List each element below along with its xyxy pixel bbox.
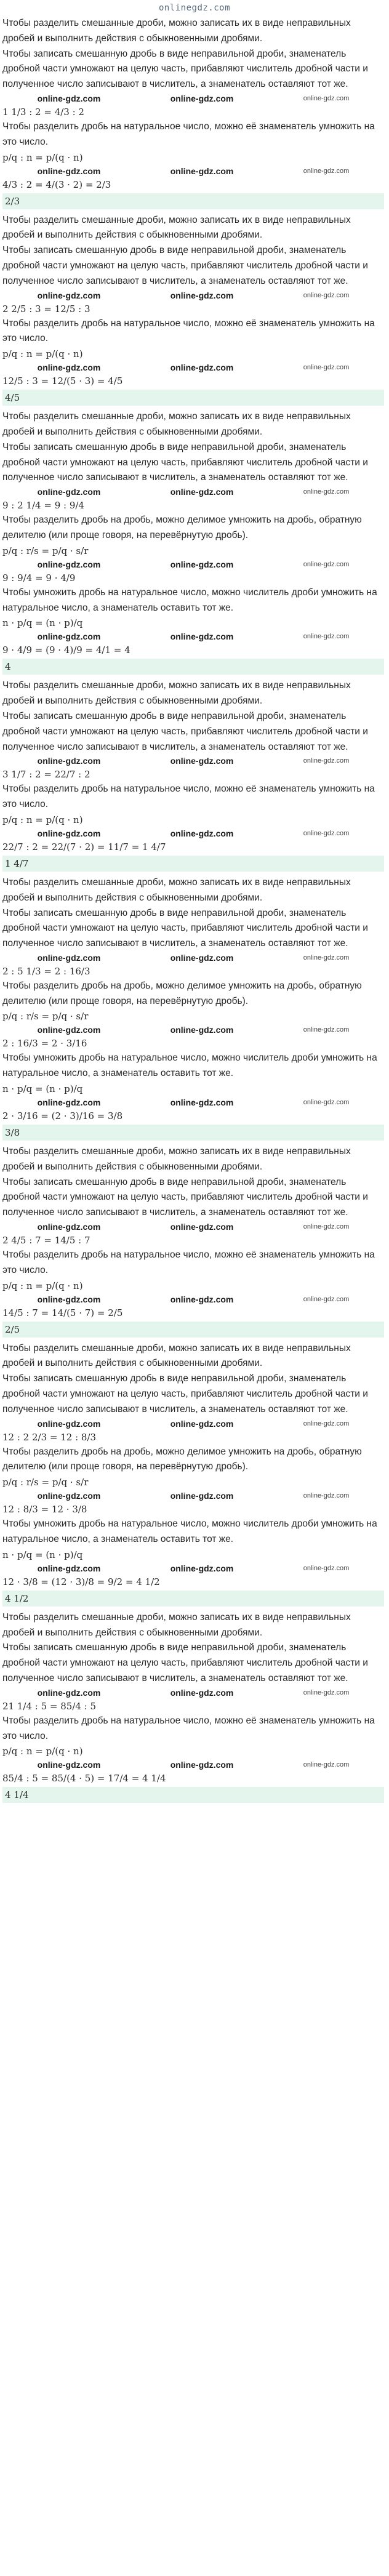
solution-block	[2, 1610, 384, 1804]
watermark: online-gdz.com	[170, 1687, 234, 1698]
watermark: online-gdz.com	[303, 757, 350, 765]
rule-formula: p/q : r/s = p/q · s/r	[2, 1477, 89, 1488]
mixed-to-improper-text: Чтобы записать смешанную дробь в виде неправильной дроби, знаменатель дробной части умножают на целую часть, прибавляют числитель дробной части и полученное число записывают в числитель, а знаменатель оставляют тот же.	[2, 1373, 368, 1414]
rule-formula: p/q : n = p/(q · n)	[2, 814, 83, 825]
mixed-to-improper-text: Чтобы записать смешанную дробь в виде неправильной дроби, знаменатель дробной части умножают на целую часть, прибавляют числитель дробной части и полученное число записывают в числитель, а знаменатель оставляют тот же.	[2, 48, 368, 90]
rule-formula: p/q : n = p/(q · n)	[2, 151, 83, 163]
intro-text: Чтобы разделить смешанные дроби, можно записать их в виде неправильных дробей и выполнить действия с обыкновенными дробями.	[2, 877, 351, 903]
division-rule-text: Чтобы разделить дробь на натуральное число, можно её знаменатель умножить на это число.	[2, 318, 375, 344]
watermark: online-gdz.com	[170, 1222, 234, 1232]
watermark: online-gdz.com	[303, 1295, 350, 1303]
watermark: online-gdz.com	[37, 1418, 101, 1429]
watermark: online-gdz.com	[303, 1419, 350, 1427]
watermark: online-gdz.com	[170, 1294, 234, 1304]
solution-block	[2, 1341, 384, 1607]
watermark-row	[2, 362, 384, 373]
watermark: online-gdz.com	[170, 1418, 234, 1429]
watermark: online-gdz.com	[37, 1294, 101, 1304]
division-formula: 12/5 : 3 = 12/(5 · 3) = 4/5	[2, 375, 123, 387]
watermark-row	[2, 1221, 384, 1232]
answer-result: 4	[2, 659, 384, 675]
watermark: online-gdz.com	[37, 632, 101, 642]
solution-block	[2, 409, 384, 675]
division-rule-text: Чтобы разделить дробь на дробь, можно делимое умножить на дробь, обратную делителю (или проще говоря, на перевёрнутую дробь).	[2, 1446, 362, 1472]
watermark: online-gdz.com	[37, 166, 101, 176]
rule-formula: p/q : r/s = p/q · s/r	[2, 1011, 89, 1022]
watermark: online-gdz.com	[37, 1687, 101, 1698]
rule-formula: p/q : n = p/(q · n)	[2, 1746, 83, 1757]
rule-formula: p/q : n = p/(q · n)	[2, 1280, 83, 1291]
watermark: online-gdz.com	[303, 167, 350, 175]
watermark: online-gdz.com	[37, 1491, 101, 1501]
conversion-formula: 12 : 2 2/3 = 12 : 8/3	[2, 1431, 97, 1443]
watermark: online-gdz.com	[303, 488, 350, 496]
watermark: online-gdz.com	[37, 756, 101, 766]
watermark-row	[2, 559, 384, 570]
watermark: online-gdz.com	[303, 829, 350, 837]
watermark-row	[2, 1687, 384, 1698]
watermark: online-gdz.com	[303, 633, 350, 641]
division-formula: 2 : 16/3 = 2 · 3/16	[2, 1038, 87, 1049]
watermark: online-gdz.com	[170, 952, 234, 963]
watermark: online-gdz.com	[170, 756, 234, 766]
watermark-row	[2, 486, 384, 497]
watermark: online-gdz.com	[170, 1760, 234, 1770]
watermark: online-gdz.com	[303, 1761, 350, 1769]
intro-text: Чтобы разделить смешанные дроби, можно записать их в виде неправильных дробей и выполнить действия с обыкновенными дробями.	[2, 18, 351, 44]
answer-result: 1 4/7	[2, 856, 384, 872]
watermark: online-gdz.com	[37, 363, 101, 373]
multiplication-formula: 12 · 3/8 = (12 · 3)/8 = 9/2 = 4 1/2	[2, 1576, 160, 1587]
rule-formula: p/q : n = p/(q · n)	[2, 348, 83, 360]
multiplication-formula: 9 · 4/9 = (9 · 4)/9 = 4/1 = 4	[2, 644, 130, 656]
conversion-formula: 9 : 2 1/4 = 9 : 9/4	[2, 500, 84, 512]
solution-block	[2, 1144, 384, 1338]
watermark-row	[2, 93, 384, 104]
intro-text: Чтобы разделить смешанные дроби, можно записать их в виде неправильных дробей и выполнить действия с обыкновенными дробями.	[2, 680, 351, 707]
multiplication-rule-formula: n · p/q = (n · p)/q	[2, 1083, 83, 1095]
answer-result: 4/5	[2, 390, 384, 406]
mixed-to-improper-text: Чтобы записать смешанную дробь в виде неправильной дроби, знаменатель дробной части умножают на целую часть, прибавляют числитель дробной части и полученное число записывают в числитель, а знаменатель оставляют тот же.	[2, 907, 368, 949]
watermark: online-gdz.com	[37, 559, 101, 569]
multiplication-rule-text: Чтобы умножить дробь на натуральное число, можно числитель дроби умножить на натуральное число, а знаменатель оставить тот же.	[2, 1519, 377, 1545]
watermark: online-gdz.com	[37, 1760, 101, 1770]
top-bar	[0, 0, 389, 16]
intro-text: Чтобы разделить смешанные дроби, можно записать их в виде неправильных дробей и выполнить действия с обыкновенными дробями.	[2, 411, 351, 437]
watermark: online-gdz.com	[303, 953, 350, 961]
intro-text: Чтобы разделить смешанные дроби, можно записать их в виде неправильных дробей и выполнить действия с обыкновенными дробями.	[2, 214, 351, 241]
division-formula: 12 : 8/3 = 12 · 3/8	[2, 1504, 87, 1515]
answer-result: 2/5	[2, 1322, 384, 1338]
watermark: online-gdz.com	[37, 1097, 101, 1108]
division-rule-text: Чтобы разделить дробь на натуральное число, можно её знаменатель умножить на это число.	[2, 784, 375, 810]
watermark-row	[2, 1294, 384, 1305]
division-formula: 85/4 : 5 = 85/(4 · 5) = 17/4 = 4 1/4	[2, 1773, 166, 1784]
watermark: online-gdz.com	[37, 1563, 101, 1573]
watermark-row	[2, 1418, 384, 1429]
conversion-formula: 3 1/7 : 2 = 22/7 : 2	[2, 769, 90, 780]
multiplication-rule-text: Чтобы умножить дробь на натуральное число, можно числитель дроби умножить на натуральное число, а знаменатель оставить тот же.	[2, 1053, 377, 1079]
watermark-row	[2, 828, 384, 839]
multiplication-rule-text: Чтобы умножить дробь на натуральное число, можно числитель дроби умножить на натуральное число, а знаменатель оставить тот же.	[2, 587, 377, 613]
watermark-row	[2, 1759, 384, 1770]
solution-block	[2, 213, 384, 406]
watermark: online-gdz.com	[170, 632, 234, 642]
answer-result: 3/8	[2, 1125, 384, 1141]
division-formula: 22/7 : 2 = 22/(7 · 2) = 11/7 = 1 4/7	[2, 841, 166, 853]
division-formula: 4/3 : 2 = 4/(3 · 2) = 2/3	[2, 179, 111, 190]
answer-result: 4 1/2	[2, 1591, 384, 1607]
watermark: online-gdz.com	[170, 828, 234, 838]
watermark: online-gdz.com	[303, 291, 350, 299]
watermark: online-gdz.com	[303, 1688, 350, 1696]
answer-result: 2/3	[2, 193, 384, 209]
mixed-to-improper-text: Чтобы записать смешанную дробь в виде неправильной дроби, знаменатель дробной части умножают на целую часть, прибавляют числитель дробной части и полученное число записывают в числитель, а знаменатель оставляют тот же.	[2, 1176, 368, 1218]
watermark: online-gdz.com	[170, 487, 234, 497]
division-rule-text: Чтобы разделить дробь на натуральное число, можно её знаменатель умножить на это число.	[2, 121, 375, 147]
conversion-formula: 1 1/3 : 2 = 4/3 : 2	[2, 106, 84, 118]
solution-block	[2, 678, 384, 872]
watermark: online-gdz.com	[170, 559, 234, 569]
watermark: online-gdz.com	[37, 487, 101, 497]
mixed-to-improper-text: Чтобы записать смешанную дробь в виде неправильной дроби, знаменатель дробной части умножают на целую часть, прибавляют числитель дробной части и полученное число записывают в числитель, а знаменатель оставляют тот же.	[2, 1642, 368, 1684]
watermark: online-gdz.com	[37, 93, 101, 103]
conversion-formula: 21 1/4 : 5 = 85/4 : 5	[2, 1700, 97, 1712]
intro-text: Чтобы разделить смешанные дроби, можно записать их в виде неправильных дробей и выполнить действия с обыкновенными дробями.	[2, 1342, 351, 1369]
watermark-row	[2, 290, 384, 301]
watermark: online-gdz.com	[303, 1492, 350, 1500]
division-formula: 9 : 9/4 = 9 · 4/9	[2, 572, 76, 584]
watermark: online-gdz.com	[37, 1025, 101, 1035]
watermark: online-gdz.com	[170, 363, 234, 373]
mixed-to-improper-text: Чтобы записать смешанную дробь в виде неправильной дроби, знаменатель дробной части умножают на целую часть, прибавляют числитель дробной части и полученное число записывают в числитель, а знаменатель оставляют тот же.	[2, 710, 368, 752]
answer-result: 4 1/4	[2, 1787, 384, 1803]
conversion-formula: 2 2/5 : 3 = 12/5 : 3	[2, 303, 90, 315]
watermark: online-gdz.com	[303, 1026, 350, 1034]
division-rule-text: Чтобы разделить дробь на дробь, можно делимое умножить на дробь, обратную делителю (или проще говоря, на перевёрнутую дробь).	[2, 980, 362, 1006]
watermark: online-gdz.com	[170, 1097, 234, 1108]
conversion-formula: 2 : 5 1/3 = 2 : 16/3	[2, 965, 90, 977]
solution-block	[2, 875, 384, 1141]
watermark: online-gdz.com	[170, 166, 234, 176]
multiplication-rule-formula: n · p/q = (n · p)/q	[2, 1549, 83, 1560]
watermark-row	[2, 1563, 384, 1574]
intro-text: Чтобы разделить смешанные дроби, можно записать их в виде неправильных дробей и выполнить действия с обыкновенными дробями.	[2, 1611, 351, 1638]
watermark: online-gdz.com	[170, 93, 234, 103]
watermark: online-gdz.com	[37, 1222, 101, 1232]
watermark: online-gdz.com	[303, 1564, 350, 1572]
watermark-row	[2, 1024, 384, 1035]
division-formula: 14/5 : 7 = 14/(5 · 7) = 2/5	[2, 1307, 123, 1318]
watermark-row	[2, 1490, 384, 1501]
mixed-to-improper-text: Чтобы записать смешанную дробь в виде неправильной дроби, знаменатель дробной части умножают на целую часть, прибавляют числитель дробной части и полученное число записывают в числитель, а знаменатель оставляют тот же.	[2, 245, 368, 286]
solution-content	[0, 16, 389, 1803]
watermark: online-gdz.com	[303, 1099, 350, 1107]
watermark: online-gdz.com	[303, 560, 350, 568]
watermark: online-gdz.com	[303, 1223, 350, 1231]
watermark: online-gdz.com	[37, 290, 101, 300]
solution-block	[2, 16, 384, 209]
watermark-row	[2, 631, 384, 642]
multiplication-rule-formula: n · p/q = (n · p)/q	[2, 617, 83, 629]
watermark: online-gdz.com	[37, 828, 101, 838]
watermark: online-gdz.com	[303, 364, 350, 372]
site-logo[interactable]: onlinegdz.com	[158, 2, 231, 13]
rule-formula: p/q : r/s = p/q · s/r	[2, 545, 89, 556]
division-rule-text: Чтобы разделить дробь на натуральное число, можно её знаменатель умножить на это число.	[2, 1250, 375, 1275]
watermark-row	[2, 1097, 384, 1108]
watermark: online-gdz.com	[37, 952, 101, 963]
watermark: online-gdz.com	[303, 94, 350, 102]
division-rule-text: Чтобы разделить дробь на натуральное число, можно её знаменатель умножить на это число.	[2, 1715, 375, 1741]
watermark: online-gdz.com	[170, 1491, 234, 1501]
multiplication-formula: 2 · 3/16 = (2 · 3)/16 = 3/8	[2, 1110, 123, 1122]
division-rule-text: Чтобы разделить дробь на дробь, можно делимое умножить на дробь, обратную делителю (или проще говоря, на перевёрнутую дробь).	[2, 515, 362, 540]
watermark-row	[2, 952, 384, 963]
watermark-row	[2, 755, 384, 766]
watermark: online-gdz.com	[170, 1563, 234, 1573]
intro-text: Чтобы разделить смешанные дроби, можно записать их в виде неправильных дробей и выполнить действия с обыкновенными дробями.	[2, 1146, 351, 1172]
mixed-to-improper-text: Чтобы записать смешанную дробь в виде неправильной дроби, знаменатель дробной части умножают на целую часть, прибавляют числитель дробной части и полученное число записывают в числитель, а знаменатель оставляют тот же.	[2, 441, 368, 483]
watermark: online-gdz.com	[170, 1025, 234, 1035]
watermark-row	[2, 166, 384, 177]
conversion-formula: 2 4/5 : 7 = 14/5 : 7	[2, 1235, 90, 1246]
watermark: online-gdz.com	[170, 290, 234, 300]
